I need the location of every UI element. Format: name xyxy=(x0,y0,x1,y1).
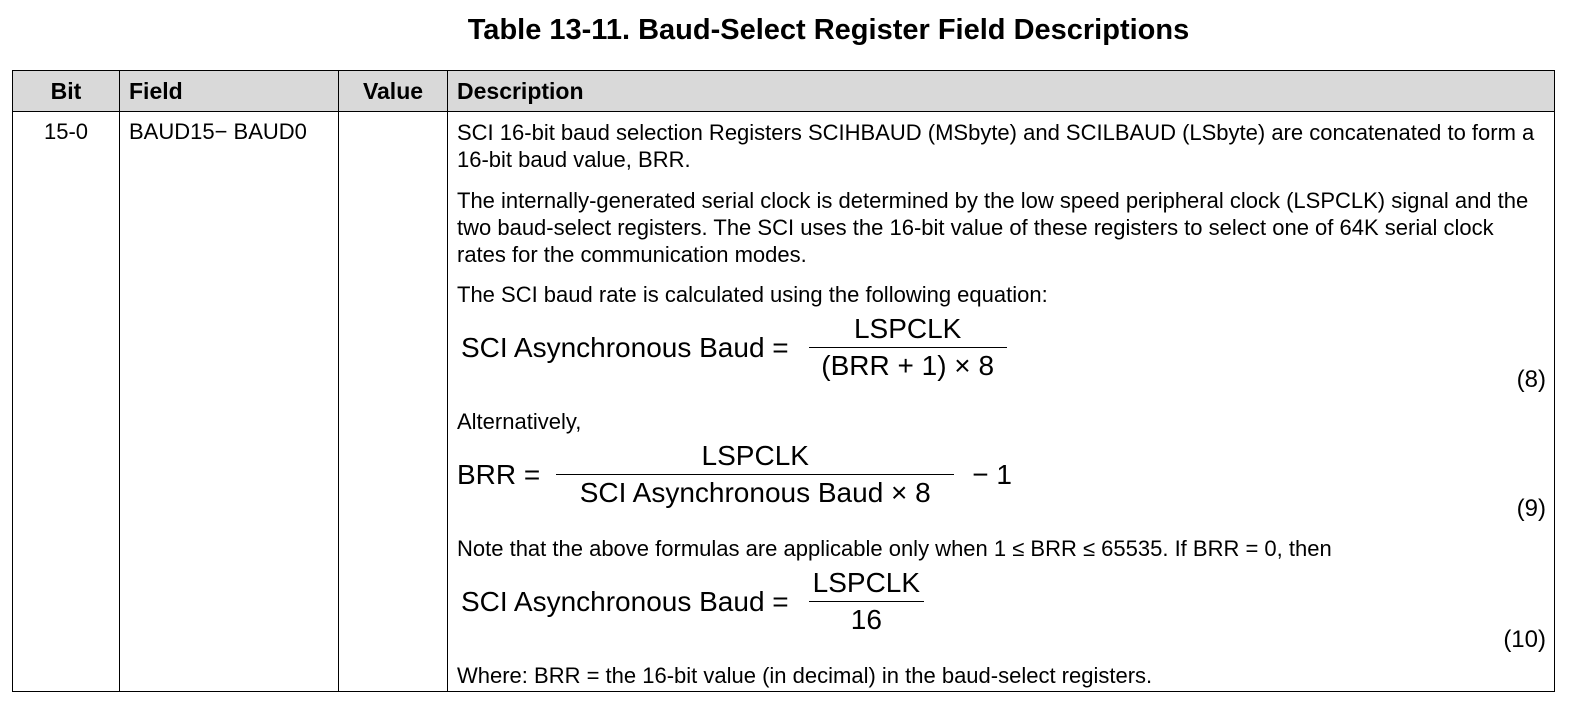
description-paragraph-1: SCI 16-bit baud selection Registers SCIHBAUD (MSbyte) and SCILBAUD (LSbyte) are concatenated to form a 16-bit baud value, BRR. xyxy=(457,120,1535,172)
equation-10-numerator: LSPCLK xyxy=(809,568,924,602)
equation-10 xyxy=(457,562,1546,662)
description-paragraph-4: Alternatively, xyxy=(457,409,582,434)
cell-description xyxy=(448,112,1555,692)
equation-10-fraction xyxy=(809,568,924,635)
equation-9-numerator: LSPCLK xyxy=(556,441,954,475)
table-header-row xyxy=(13,71,1555,112)
cell-value xyxy=(339,112,448,692)
equation-8 xyxy=(457,308,1546,408)
header-bit: Bit xyxy=(13,71,120,112)
equation-10-lhs: SCI Asynchronous Baud = xyxy=(461,585,789,617)
header-description: Description xyxy=(448,71,1555,112)
cell-bit: 15-0 xyxy=(13,112,120,692)
equation-8-denominator: (BRR + 1) × 8 xyxy=(821,350,995,381)
equation-10-number: (10) xyxy=(1503,626,1546,653)
equation-9-number: (9) xyxy=(1516,495,1546,522)
equation-9-lhs: BRR = xyxy=(457,458,541,490)
equation-8-lhs: SCI Asynchronous Baud = xyxy=(461,331,789,363)
register-table xyxy=(12,70,1555,692)
description-paragraph-2: The internally-generated serial clock is determined by the low speed peripheral clock (LSPCLK) signal and the two baud-select registers. The SCI uses the 16-bit value of these registers to select one of 64K serial clock rates for the communication modes. xyxy=(457,188,1529,267)
equation-8-fraction xyxy=(809,314,1007,381)
description-paragraph-3: The SCI baud rate is calculated using the following equation: xyxy=(457,282,1048,307)
equation-9-fraction xyxy=(556,441,954,508)
header-field: Field xyxy=(120,71,339,112)
equation-10-denominator: 16 xyxy=(850,604,882,635)
header-value: Value xyxy=(339,71,448,112)
description-paragraph-5: Note that the above formulas are applicable only when 1 ≤ BRR ≤ 65535. If BRR = 0, then xyxy=(457,536,1332,561)
cell-field: BAUD15− BAUD0 xyxy=(120,112,339,692)
equation-9-rhs: − 1 xyxy=(972,458,1012,490)
description-paragraph-6: Where: BRR = the 16-bit value (in decimal) in the baud-select registers. xyxy=(457,663,1153,688)
table-title: Table 13-11. Baud-Select Register Field Descriptions xyxy=(467,14,1190,46)
table-row xyxy=(13,112,1555,692)
equation-9 xyxy=(457,435,1546,535)
equation-8-numerator: LSPCLK xyxy=(809,314,1007,348)
equation-8-number: (8) xyxy=(1516,366,1546,393)
equation-9-denominator: SCI Asynchronous Baud × 8 xyxy=(579,477,931,508)
